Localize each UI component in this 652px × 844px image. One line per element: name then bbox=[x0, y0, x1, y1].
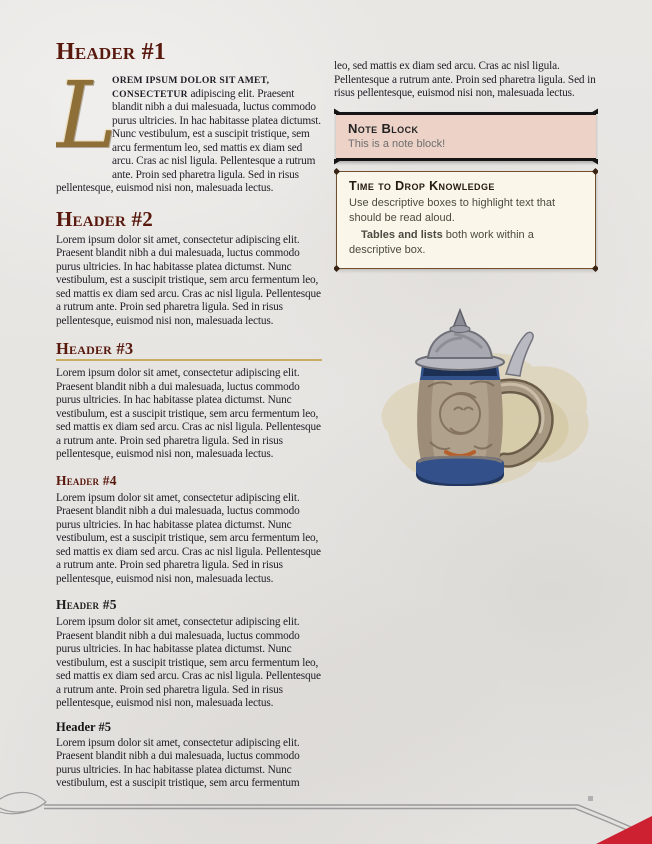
paragraph-6: Lorem ipsum dolor sit amet, consectetur adipiscing elit. Praesent blandit nibh a dui malesuada, luctus commodo purus ultricies. In hac habitasse platea dictumst. Nunc vestibulum, est a suscipit tristique, sem arcu fermentum bbox=[56, 736, 300, 789]
footer-square-dot-icon bbox=[588, 796, 593, 801]
section-header-5: Header #5 bbox=[56, 597, 117, 612]
continuation-paragraph: leo, sed mattis ex diam sed arcu. Cras ac nisl ligula. Pellentesque a rutrum ante. Proin sed pharetra ligula. Sed in risus pellentesque, euismod nisi non, malesuada lectus. bbox=[334, 60, 596, 99]
note-corner-wing-icon bbox=[334, 106, 343, 114]
descriptive-box-title: Time to Drop Knowledge bbox=[349, 178, 495, 193]
note-block-title: Note Block bbox=[348, 120, 419, 136]
footer-flourish-icon bbox=[0, 792, 46, 812]
descriptive-box-line2: Tables and lists both work within a descriptive box. bbox=[349, 228, 534, 256]
section-header-1: Header #1 bbox=[56, 39, 166, 65]
right-column bbox=[334, 60, 598, 810]
beer-stein-svg bbox=[358, 282, 598, 492]
descriptive-box bbox=[336, 171, 596, 269]
paragraph-1 bbox=[56, 62, 322, 196]
box-corner-dot-icon bbox=[592, 167, 598, 174]
footer-rule-bottom bbox=[44, 809, 634, 834]
box-corner-dot-icon bbox=[334, 167, 340, 174]
left-column bbox=[56, 38, 322, 810]
paragraph-5: Lorem ipsum dolor sit amet, consectetur adipiscing elit. Praesent blandit nibh a dui malesuada, luctus commodo purus ultricies. In hac habitasse platea dictumst. Nunc vestibulum, est a suscipit tristique, sem arcu fermentum leo, sed mattis ex diam sed arcu. Cras ac nisl ligula. Pellentesque a rutrum ante. Proin sed pharetra ligula. Sed in risus pellentesque, euismod nisi non, malesuada lectus. bbox=[56, 616, 321, 709]
lead-smallcaps-text: OREM IPSUM DOLOR SIT AMET, CONSECTETUR bbox=[112, 75, 270, 100]
box-corner-dot-icon bbox=[334, 264, 340, 271]
section-header-4: Header #4 bbox=[56, 472, 117, 488]
section-header-2: Header #2 bbox=[56, 206, 153, 231]
drop-cap-letter: L bbox=[56, 62, 117, 169]
note-block bbox=[336, 112, 596, 161]
note-corner-wing-icon bbox=[334, 159, 343, 167]
paragraph-4: Lorem ipsum dolor sit amet, consectetur adipiscing elit. Praesent blandit nibh a dui malesuada, luctus commodo purus ultricies. In hac habitasse platea dictumst. Nunc vestibulum, est a suscipit tristique, sem arcu fermentum leo, sed mattis ex diam sed arcu. Cras ac nisl ligula. Pellentesque a rutrum ante. Proin sed pharetra ligula. Sed in risus pellentesque, euismod nisi non, malesuada lectus. bbox=[56, 491, 321, 585]
box-corner-dot-icon bbox=[592, 264, 598, 271]
beer-stein-illustration bbox=[358, 282, 598, 492]
note-block-text: This is a note block! bbox=[348, 137, 446, 150]
note-corner-wing-icon bbox=[589, 106, 598, 114]
footer-decoration bbox=[0, 780, 652, 844]
section-header-3: Header #3 bbox=[56, 339, 322, 361]
paragraph-2: Lorem ipsum dolor sit amet, consectetur adipiscing elit. Praesent blandit nibh a dui malesuada, luctus commodo purus ultricies. In hac habitasse platea dictumst. Nunc vestibulum, est a suscipit tristique, sem arcu fermentum leo, sed mattis ex diam sed arcu. Cras ac nisl ligula. Pellentesque a rutrum ante. Proin sed pharetra ligula. Sed in risus pellentesque, euismod nisi non, malesuada lectus. bbox=[56, 233, 321, 327]
section-header-5-bold: Header #5 bbox=[56, 719, 111, 734]
note-corner-wing-icon bbox=[589, 159, 598, 167]
paragraph-3: Lorem ipsum dolor sit amet, consectetur adipiscing elit. Praesent blandit nibh a dui malesuada, luctus commodo purus ultricies. In hac habitasse platea dictumst. Nunc vestibulum, est a suscipit tristique, sem arcu fermentum leo, sed mattis ex diam sed arcu. Cras ac nisl ligula. Pellentesque a rutrum ante. Proin sed pharetra ligula. Sed in risus pellentesque, euismod nisi non, malesuada lectus. bbox=[56, 367, 321, 460]
paragraph-1-text: adipiscing elit. Praesent blandit nibh a dui malesuada, luctus commodo purus ultricies. In hac habitasse platea dictumst. Nunc vestibulum, est a suscipit tristique, sem arcu fermentum leo, sed mattis ex diam sed arcu. Cras ac nisl ligula. Pellentesque a rutrum ante. Proin sed pharetra ligula. Sed in risus pellentesque, euismod nisi non, malesuada lectus. bbox=[56, 87, 321, 194]
descriptive-box-bold-lead: Tables and lists bbox=[361, 228, 443, 241]
descriptive-box-line1: Use descriptive boxes to highlight text that should be read aloud. bbox=[349, 196, 556, 224]
stein-finial-base bbox=[450, 326, 470, 333]
